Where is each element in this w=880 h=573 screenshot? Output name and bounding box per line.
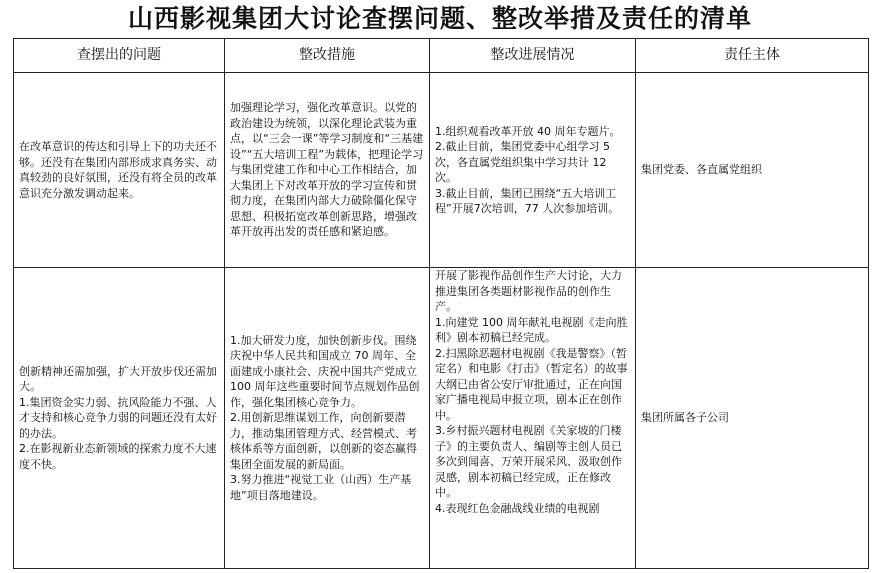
problem-cell	[14, 73, 225, 268]
table-row	[14, 268, 869, 569]
header-measures: 整改措施	[225, 39, 430, 73]
problem-cell	[14, 268, 225, 569]
header-problem: 查摆出的问题	[14, 39, 225, 73]
problem-text: 1.集团资金实力弱、抗风险能力不强、人才支持和核心竞争力弱的问题还没有太好的办法。	[19, 395, 217, 440]
header-progress: 整改进展情况	[430, 39, 636, 73]
page-title: 山西影视集团大讨论查摆问题、整改举措及责任的清单	[127, 4, 752, 33]
header-row	[14, 39, 869, 73]
header-owner: 责任主体	[636, 39, 869, 73]
measures-text: 加强理论学习，强化改革意识。以党的政治建设为统领，以深化理论武装为重点，以“三会一课”等学习制度和“三基建设”“五大培训工程”为载体，把理论学习与集团党建工作和中心工作相结合，加大集团上下对改革开放的学习宣传和贯彻力度，在集团内部大力破除僵化保守思想、积极拓宽改革创新思路，增强改革开放再出发的责任感和紧迫感。	[230, 101, 424, 239]
owner-cell: 集团党委、各直属党组织	[636, 73, 869, 268]
progress-item: 4.表现红色金融战线业绩的电视剧	[435, 501, 600, 515]
measures-cell	[225, 268, 430, 569]
progress-item: 1.向建党 100 周年献礼电视剧《走向胜利》剧本初稿已经完成。	[435, 315, 628, 344]
problem-text: 在改革意识的传达和引导上下的功夫还不够。还没有在集团内部形成求真务实、动真较劲的良好氛围，还没有将全员的改革意识充分激发调动起来。	[19, 140, 217, 200]
progress-item: 3.截止目前，集团已围绕“五大培训工程”开展7次培训，77 人次参加培训。	[435, 186, 620, 215]
progress-item: 2.截止目前，集团党委中心组学习 5 次，各直属党组织集中学习共计 12 次。	[435, 140, 610, 184]
measures-text: 1.加大研发力度，加快创新步伐。围绕庆祝中华人民共和国成立 70 周年、全面建成小康社会、庆祝中国共产党成立 100 周年这些重要时间节点规划作品创作，强化集团核心竞争力。	[230, 333, 420, 409]
progress-item: 1.组织观看改革开放 40 周年专题片。	[435, 124, 621, 138]
owner-cell: 集团所属各子公司	[636, 268, 869, 569]
progress-item: 2.扫黑除恶题材电视剧《我是警察》（暂定名）和电影《打击》（暂定名）的故事大纲已由省公安厅审批通过，正在向国家广播电视局申报立项，剧本正在创作中。	[435, 346, 628, 422]
problem-text: 2.在影视新业态新领域的探索力度不大速度不快。	[19, 442, 217, 471]
rectification-table	[13, 38, 869, 569]
table-row	[14, 73, 869, 268]
progress-cell	[430, 73, 636, 268]
progress-item: 开展了影视作品创作生产大讨论，大力推进集团各类题材影视作品的创作生产。	[435, 269, 622, 313]
problem-text: 创新精神还需加强，扩大开放步伐还需加大。	[19, 364, 217, 394]
measures-text: 3.努力推进“视觉工业（山西）生产基地”项目落地建设。	[230, 473, 412, 502]
measures-cell	[225, 73, 430, 268]
measures-text: 2.用创新思维谋划工作，向创新要潜力，推动集团管理方式、经营模式、考核体系等方面创新，以创新的姿态赢得集团全面发展的新局面。	[230, 411, 417, 471]
progress-content	[435, 268, 630, 564]
progress-cell	[430, 268, 636, 569]
progress-item: 3.乡村振兴题材电视剧《关家坡的门楼子》的主要负责人、编剧等主创人员已多次到闻喜、万荣开展采风、汲取创作灵感，剧本初稿已经完成，正在修改中。	[435, 424, 622, 499]
